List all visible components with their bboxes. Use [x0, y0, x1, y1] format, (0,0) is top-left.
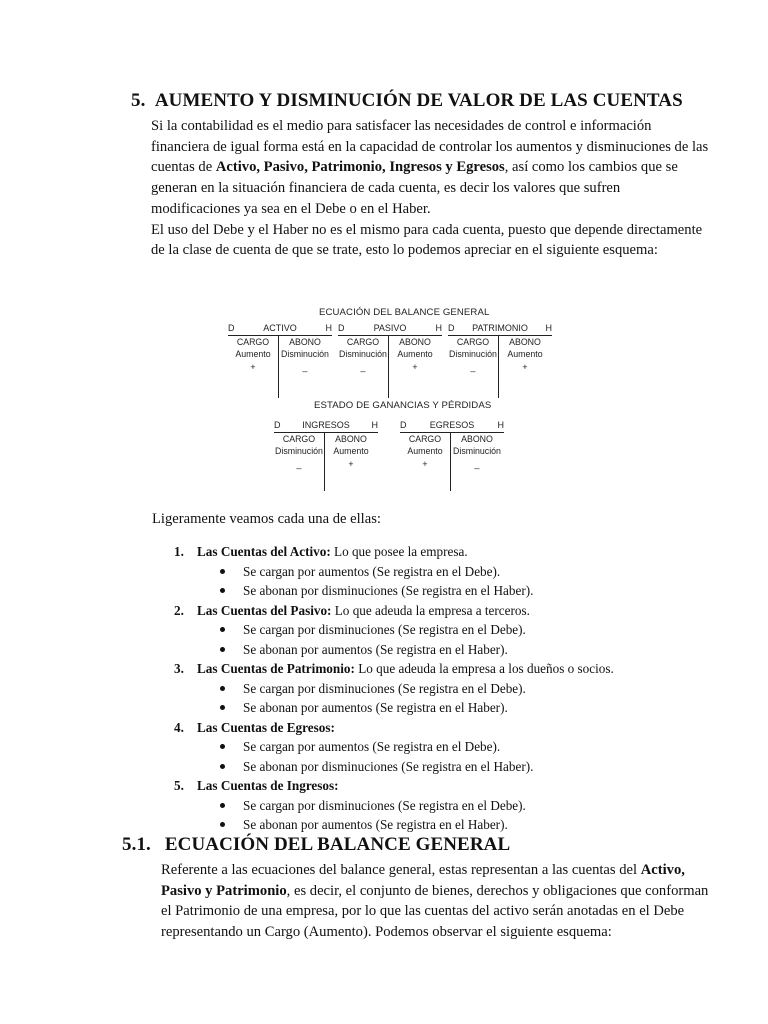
list-item	[174, 718, 694, 738]
bullet-item	[174, 737, 694, 757]
cargo-label: CARGO	[346, 337, 380, 347]
bullet-icon	[220, 686, 225, 691]
t-account-header	[338, 323, 442, 336]
debe-effect: Disminución	[275, 446, 323, 456]
haber-sign: +	[412, 362, 418, 372]
haber-sign: +	[348, 459, 354, 469]
abono-label: ABONO	[399, 337, 431, 347]
item-title: Las Cuentas del Pasivo:	[197, 602, 332, 618]
t-account-divider	[388, 336, 389, 398]
balance-general-title: ECUACIÓN DEL BALANCE GENERAL	[319, 307, 490, 318]
haber-label: H	[435, 323, 442, 333]
debe-label: D	[448, 323, 455, 333]
t-account-divider	[324, 433, 325, 491]
bullet-text: Se cargan por aumentos (Se registra en el Debe).	[243, 563, 501, 579]
t-account-activo	[228, 323, 332, 403]
bullet-text: Se cargan por disminuciones (Se registra en el Debe).	[243, 622, 526, 637]
debe-effect: Disminución	[449, 349, 497, 359]
debe-effect: Disminución	[339, 349, 387, 359]
account-name: INGRESOS	[302, 420, 350, 430]
t-account-patrimonio	[448, 323, 552, 403]
haber-label: H	[371, 420, 378, 430]
debe-sign: _	[470, 362, 476, 372]
t-account-pasivo	[338, 323, 442, 403]
haber-effect: Aumento	[397, 349, 433, 359]
section-number: 5.1.	[122, 834, 151, 855]
item-title: Las Cuentas de Ingresos:	[197, 778, 339, 793]
account-types-list	[174, 542, 694, 835]
haber-sign: +	[522, 362, 528, 372]
bullet-icon	[220, 744, 225, 749]
cargo-label: CARGO	[408, 434, 442, 444]
section-5-1-heading	[122, 834, 510, 856]
bullet-item	[174, 698, 694, 718]
debe-label: D	[228, 323, 235, 333]
account-name: ACTIVO	[263, 323, 297, 333]
t-account-divider	[498, 336, 499, 398]
cargo-label: CARGO	[236, 337, 270, 347]
cargo-label: CARGO	[282, 434, 316, 444]
t-account-header	[448, 323, 552, 336]
bullet-item	[174, 815, 694, 835]
abono-label: ABONO	[461, 434, 493, 444]
bullet-text: Se abonan por aumentos (Se registra en el Haber).	[243, 700, 508, 715]
t-account-header	[228, 323, 332, 336]
abono-label: ABONO	[509, 337, 541, 347]
t-account-egresos	[400, 420, 504, 492]
haber-label: H	[325, 323, 332, 333]
haber-label: H	[497, 420, 504, 430]
item-number: 5.	[174, 778, 184, 793]
t-account-header	[274, 420, 378, 433]
debe-label: D	[274, 420, 281, 430]
abono-label: ABONO	[289, 337, 321, 347]
paragraph-text: Referente a las ecuaciones del balance general, estas representan a las cuentas del	[161, 862, 641, 878]
item-description: Lo que posee la empresa.	[330, 544, 468, 559]
bullet-item	[174, 562, 694, 582]
bullet-text: Se abonan por disminuciones (Se registra en el Haber).	[243, 583, 534, 598]
haber-sign: _	[302, 362, 308, 372]
item-number: 1.	[174, 544, 184, 559]
bullet-item	[174, 640, 694, 660]
debe-sign: _	[296, 459, 302, 469]
debe-label: D	[338, 323, 345, 333]
bullet-text: Se abonan por disminuciones (Se registra en el Haber).	[243, 758, 534, 774]
item-title: Las Cuentas de Egresos:	[197, 719, 335, 735]
section-title: ECUACIÓN DEL BALANCE GENERAL	[164, 834, 511, 855]
bullet-icon	[220, 764, 225, 769]
debe-effect: Aumento	[235, 349, 271, 359]
paragraph-1	[151, 116, 711, 220]
bullet-item	[174, 796, 694, 816]
haber-effect: Aumento	[333, 446, 369, 456]
bullet-icon	[220, 588, 225, 593]
cargo-label: CARGO	[456, 337, 490, 347]
debe-effect: Aumento	[407, 446, 443, 456]
bullet-item	[174, 757, 694, 777]
account-name: PATRIMONIO	[472, 323, 528, 333]
accounts-scheme-diagram	[226, 304, 556, 492]
debe-label: D	[400, 420, 407, 430]
haber-label: H	[545, 323, 552, 333]
paragraph-text: , es decir, el conjunto de bienes, derechos y obligaciones que conforman el Patrimonio de una empresa, por lo que las cuentas del activo serán anotadas en el Debe representando un Cargo (Aumento). Podemos observar el siguiente esquema:	[161, 882, 709, 941]
section-title: AUMENTO Y DISMINUCIÓN DE VALOR DE LAS CUENTAS	[154, 90, 683, 111]
item-title: Las Cuentas del Activo:	[197, 544, 331, 559]
debe-sign: +	[422, 459, 428, 469]
haber-effect: Disminución	[453, 446, 501, 456]
bullet-icon	[220, 705, 225, 710]
bullet-text: Se abonan por aumentos (Se registra en el Haber).	[243, 641, 508, 657]
bullet-text: Se cargan por aumentos (Se registra en el Debe).	[243, 739, 501, 754]
bullet-text: Se cargan por disminuciones (Se registra en el Debe).	[243, 797, 526, 813]
bullet-text: Se cargan por disminuciones (Se registra en el Debe).	[243, 680, 526, 696]
section-number: 5.	[131, 90, 146, 111]
t-account-divider	[278, 336, 279, 398]
account-name: EGRESOS	[429, 420, 475, 430]
bullet-item	[174, 679, 694, 699]
bullet-icon	[220, 569, 225, 574]
item-number: 4.	[174, 719, 184, 735]
section-5-1-body	[161, 860, 721, 943]
t-account-header	[400, 420, 504, 433]
abono-label: ABONO	[335, 434, 367, 444]
t-account-divider	[450, 433, 451, 491]
paragraph-bold-text: Activo, Pasivo, Patrimonio, Ingresos y Egresos	[215, 159, 505, 176]
bullet-text: Se abonan por aumentos (Se registra en el Haber).	[243, 817, 508, 832]
bullet-item	[174, 581, 694, 601]
item-description: Lo que adeuda la empresa a terceros.	[331, 602, 530, 618]
bullet-icon	[220, 627, 225, 632]
haber-effect: Disminución	[281, 349, 329, 359]
section-5-body	[151, 116, 711, 261]
list-item	[174, 601, 694, 621]
list-item	[174, 776, 694, 796]
item-title: Las Cuentas de Patrimonio:	[197, 661, 355, 676]
debe-sign: +	[250, 362, 256, 372]
paragraph-bold-text: Activo, Pasivo y Patrimonio	[161, 862, 685, 899]
section-5-heading	[131, 90, 683, 112]
haber-effect: Aumento	[507, 349, 543, 359]
list-item	[174, 542, 694, 562]
bullet-item	[174, 620, 694, 640]
bullet-icon	[220, 647, 225, 652]
debe-sign: _	[360, 362, 366, 372]
bullet-icon	[220, 803, 225, 808]
haber-sign: _	[474, 459, 480, 469]
item-description: Lo que adeuda la empresa a los dueños o socios.	[354, 661, 614, 676]
paragraph-2: El uso del Debe y el Haber no es el mismo para cada cuenta, puesto que depende directamente de la clase de cuenta de que se trate, esto lo podemos apreciar en el siguiente esquema:	[151, 221, 703, 259]
ganancias-perdidas-title: ESTADO DE GANANCIAS Y PÉRDIDAS	[314, 400, 492, 411]
intro-text: Ligeramente veamos cada una de ellas:	[152, 511, 381, 527]
paragraph-text: Si la contabilidad es el medio para satisfacer las necesidades de control e información financiera de igual forma está en la capacidad de controlar los aumentos y disminuciones de las cuentas de	[151, 118, 709, 176]
account-name: PASIVO	[373, 323, 407, 333]
list-item	[174, 659, 694, 679]
t-account-ingresos	[274, 420, 378, 492]
item-number: 3.	[174, 661, 184, 676]
paragraph-text: , así como los cambios que se generan en la situación financiera de cada cuenta, es decir los valores que sufren modificaciones ya sea en el Debe o en el Haber.	[151, 159, 678, 217]
bullet-icon	[220, 822, 225, 827]
item-number: 2.	[174, 602, 184, 618]
